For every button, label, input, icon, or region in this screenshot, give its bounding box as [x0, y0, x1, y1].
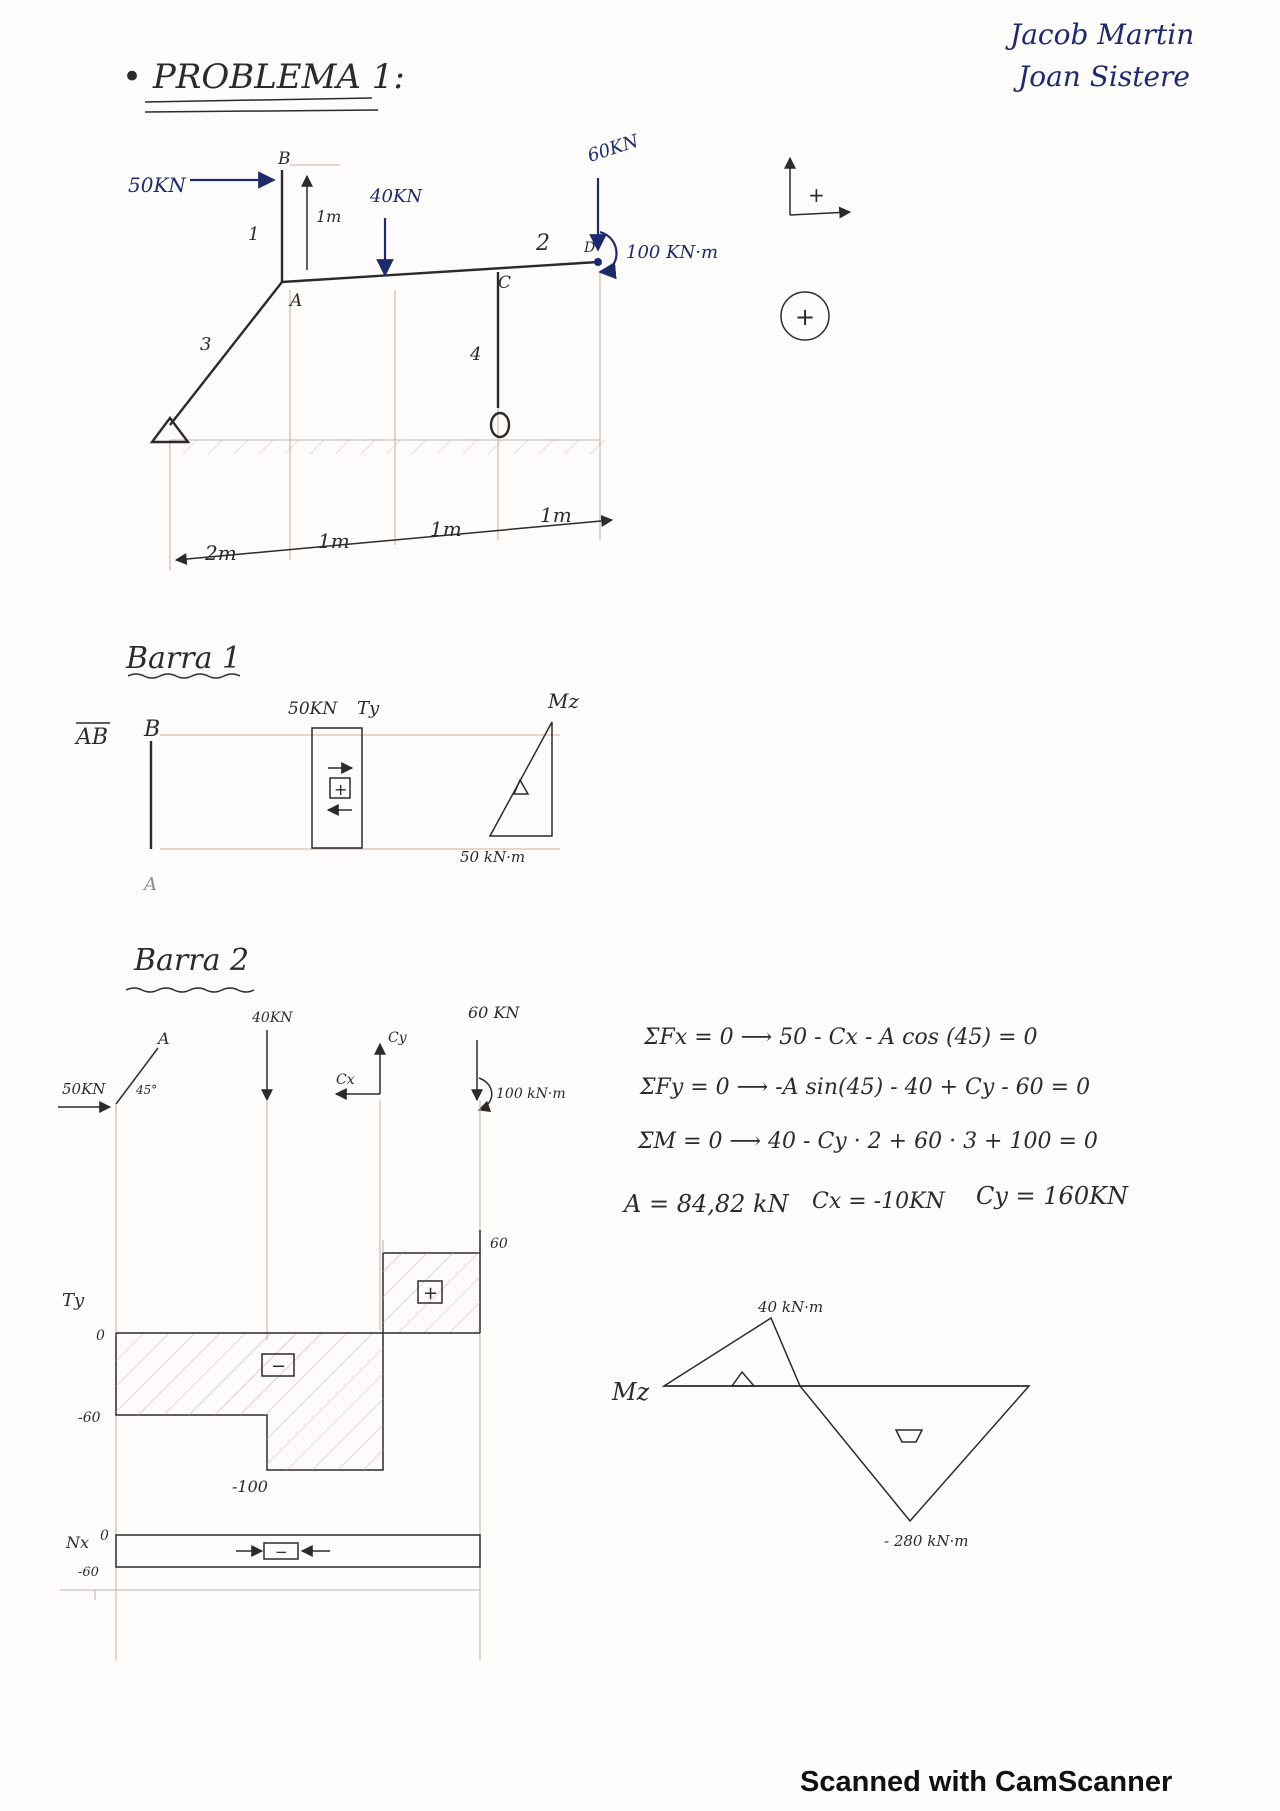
title-underline-2	[145, 110, 378, 112]
barra-2-load-40kn: 40KN	[252, 1010, 293, 1026]
barra-2-load-60kn: 60 KN	[468, 1003, 520, 1022]
pin-support-icon	[152, 418, 188, 442]
equation-sum-fx: ΣFx = 0 ⟶ 50 - Cx - A cos (45) = 0	[644, 1025, 1038, 1050]
height-dim-label: 1m	[316, 207, 342, 226]
moment-100-label: 100 KN·m	[626, 242, 719, 263]
node-d-dot	[594, 258, 602, 266]
result-a: A = 84,82 kN	[624, 1190, 789, 1218]
barra-2-angle: 45°	[136, 1083, 158, 1097]
barra-2-moment-arrow-icon	[479, 1078, 492, 1110]
barra-2-section	[58, 943, 566, 1660]
barra-2-load-50kn: 50KN	[62, 1080, 106, 1098]
barra-1-ty-label: Ty	[357, 698, 380, 719]
page-title: • PROBLEMA 1:	[122, 57, 405, 97]
bar-4-number: 4	[470, 344, 482, 365]
barra-2-mz-label: Mz	[612, 1378, 650, 1406]
node-c-label: C	[498, 273, 512, 293]
barra-1-node-b: B	[144, 717, 161, 742]
moment-arrow-icon	[600, 232, 617, 272]
node-a-label: A	[290, 291, 303, 311]
bar-2-number: 2	[536, 231, 550, 256]
barra-2-mz-max: 40 kN·m	[758, 1298, 824, 1316]
roller-support-icon	[491, 413, 509, 437]
barra-2-ty-pos-sign: +	[423, 1283, 439, 1304]
barra-2-title-underline	[126, 988, 254, 992]
dim-2m: 2m	[205, 541, 237, 565]
barra-1-mz-label: Mz	[548, 689, 580, 713]
moment-sign: +	[795, 303, 816, 331]
bar-ab-label: AB	[76, 725, 109, 750]
barra-2-mz-positive-region	[664, 1318, 800, 1386]
result-cy: Cy = 160KN	[976, 1182, 1129, 1210]
barra-2-moment: 100 kN·m	[496, 1086, 566, 1102]
barra-2-ty-label: Ty	[62, 1290, 85, 1311]
barra-2-ty-tick-neg60: -60	[78, 1410, 101, 1426]
barra-1-ty-sign: +	[334, 780, 348, 799]
author-1: Jacob Martin	[1010, 18, 1195, 51]
barra-1-node-a: A	[144, 874, 157, 895]
barra-2-ty-tick-0: 0	[96, 1328, 105, 1344]
author-2: Joan Sistere	[1018, 60, 1190, 93]
node-d-label: D	[584, 240, 596, 256]
bar-2	[282, 262, 598, 282]
dim-1m-c: 1m	[540, 503, 572, 527]
load-40kn-label: 40KN	[370, 186, 423, 207]
equilibrium-equations	[622, 1025, 1129, 1218]
barra-2-nx-tick-neg60: -60	[78, 1565, 99, 1580]
result-cx: Cx = -10KN	[812, 1189, 945, 1214]
barra-2-nx-tick-0: 0	[100, 1528, 109, 1544]
barra-2-mz-negative-region	[800, 1386, 1029, 1521]
bar-3	[170, 282, 282, 425]
barra-2-mz-pos-sign-icon	[732, 1372, 754, 1386]
barra-2-cx-label: Cx	[336, 1072, 355, 1088]
barra-1-title: Barra 1	[126, 641, 242, 676]
barra-2-nx-sign: −	[275, 1543, 288, 1561]
barra-1-ty-load: 50KN	[288, 699, 338, 719]
barra-2-cy-label: Cy	[388, 1030, 407, 1046]
barra-2-ty-max: 60	[490, 1236, 508, 1252]
equation-sum-fy: ΣFy = 0 ⟶ -A sin(45) - 40 + Cy - 60 = 0	[640, 1075, 1091, 1100]
bar-1-number: 1	[248, 224, 260, 245]
barra-2-mz-min: - 280 kN·m	[884, 1532, 969, 1550]
load-60kn-label: 60KN	[585, 130, 642, 167]
barra-2-mz-section	[611, 1298, 1029, 1550]
camscanner-footer: Scanned with CamScanner	[800, 1766, 1173, 1798]
dim-1m-a: 1m	[318, 529, 350, 553]
barra-2-load-a-label: A	[158, 1029, 170, 1048]
load-50kn-label: 50KN	[128, 173, 186, 197]
equation-sum-m: ΣM = 0 ⟶ 40 - Cy · 2 + 60 · 3 + 100 = 0	[638, 1129, 1098, 1154]
barra-1-mz-diagram	[490, 722, 552, 836]
title-underline	[145, 98, 372, 102]
barra-1-section	[74, 641, 579, 895]
barra-2-mz-neg-sign-icon	[896, 1430, 922, 1442]
barra-2-ty-neg-sign: −	[271, 1356, 287, 1377]
barra-1-mz-value: 50 kN·m	[460, 848, 526, 866]
dim-1m-b: 1m	[430, 517, 462, 541]
barra-2-nx-label: Nx	[66, 1533, 90, 1552]
barra-2-title: Barra 2	[134, 943, 250, 978]
axes-x-icon	[790, 212, 850, 215]
bar-3-number: 3	[200, 334, 212, 355]
barra-2-ty-min: -100	[232, 1477, 268, 1496]
node-b-label: B	[278, 149, 291, 169]
structure-diagram	[128, 130, 850, 570]
axes-sign: +	[808, 183, 825, 207]
